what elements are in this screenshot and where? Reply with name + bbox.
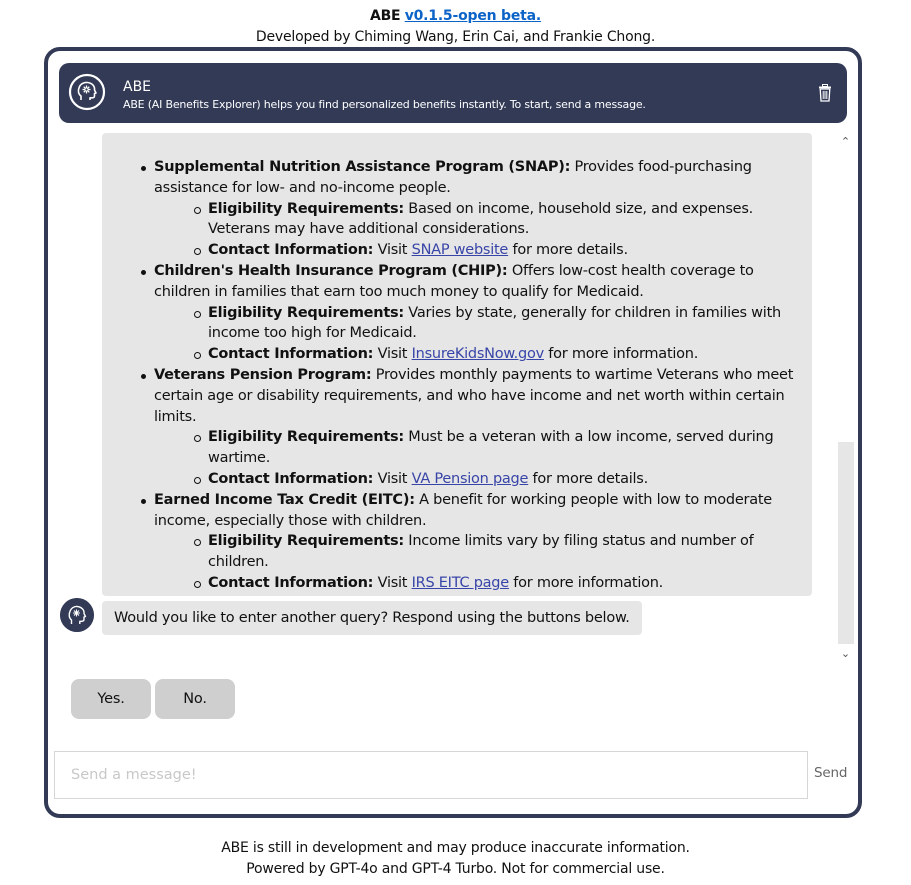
assistant-message-followup: Would you like to enter another query? Respond using the buttons below. xyxy=(102,601,642,635)
assistant-message-benefits xyxy=(102,133,812,596)
contact-prefix: Visit xyxy=(373,346,412,363)
contact-row xyxy=(194,469,800,490)
va-pension-link[interactable]: VA Pension page xyxy=(411,470,529,487)
eligibility-label: Eligibility Requirements: xyxy=(208,429,404,446)
app-title-line xyxy=(0,6,911,26)
yes-button[interactable]: Yes. xyxy=(71,679,151,719)
eligibility-row xyxy=(194,531,800,573)
eligibility-text: Must be a veteran with a low income, served during wartime. xyxy=(208,429,774,467)
benefit-description: Provides monthly payments to wartime Veterans who meet certain age or disability requirements, and who have income and net worth within certain limits. xyxy=(154,366,794,425)
message-input[interactable] xyxy=(54,751,808,799)
benefit-name: Supplemental Nutrition Assistance Program (SNAP): xyxy=(154,159,571,175)
contact-prefix: Visit xyxy=(373,242,412,259)
powered-by: Powered by GPT-4o and GPT-4 Turbo. Not for commercial use. xyxy=(246,861,665,877)
chat-scrollbar[interactable] xyxy=(837,133,854,661)
contact-prefix: Visit xyxy=(373,470,412,487)
header-subtitle: ABE (AI Benefits Explorer) helps you find personalized benefits instantly. To start, send a message. xyxy=(123,98,646,111)
chat-window xyxy=(44,47,862,818)
chat-log[interactable] xyxy=(48,133,854,661)
trash-icon[interactable] xyxy=(817,84,833,102)
contact-label: Contact Information: xyxy=(208,242,374,259)
credits: Developed by Chiming Wang, Erin Cai, and Frankie Chong. xyxy=(255,29,656,45)
assistant-avatar-icon xyxy=(60,598,94,632)
eligibility-label: Eligibility Requirements: xyxy=(208,304,404,321)
benefit-name: Children's Health Insurance Program (CHIP): xyxy=(154,262,508,279)
contact-row xyxy=(194,573,800,594)
eligibility-row xyxy=(194,427,800,469)
scroll-up-icon[interactable]: ⌃ xyxy=(840,135,851,148)
irs-eitc-link[interactable]: IRS EITC page xyxy=(411,574,509,591)
contact-suffix: for more information. xyxy=(543,346,699,363)
benefits-list xyxy=(140,157,800,594)
header-title: ABE xyxy=(123,79,152,95)
benefit-item xyxy=(140,490,800,594)
contact-prefix: Visit xyxy=(373,574,412,591)
disclaimer: ABE is still in development and may produce inaccurate information. xyxy=(221,840,690,856)
eligibility-text: Varies by state, generally for children in families with income too high for Medicaid. xyxy=(208,304,781,342)
eligibility-text: Based on income, household size, and expenses. Veterans may have additional considerations. xyxy=(208,200,753,238)
insurekidsnow-link[interactable]: InsureKidsNow.gov xyxy=(411,346,544,363)
app-name: ABE xyxy=(369,8,401,24)
benefit-description: Offers low-cost health coverage to children in families that earn too much money to qualify for Medicaid. xyxy=(154,262,754,300)
contact-row xyxy=(194,344,800,365)
contact-suffix: for more details. xyxy=(528,470,648,487)
contact-label: Contact Information: xyxy=(208,470,374,487)
benefit-item xyxy=(140,261,800,365)
version-link[interactable]: v0.1.5-open beta. xyxy=(404,8,542,24)
eligibility-row xyxy=(194,199,800,241)
benefit-item xyxy=(140,157,800,261)
benefit-name: Earned Income Tax Credit (EITC): xyxy=(154,491,415,508)
contact-row xyxy=(194,240,800,261)
contact-label: Contact Information: xyxy=(208,574,374,591)
benefit-description: A benefit for working people with low to moderate income, especially those with children. xyxy=(154,491,772,529)
scrollbar-thumb[interactable] xyxy=(838,442,854,644)
eligibility-row xyxy=(194,303,800,345)
eligibility-label: Eligibility Requirements: xyxy=(208,200,404,217)
eligibility-text: Income limits vary by filing status and number of children. xyxy=(208,533,754,571)
benefit-item xyxy=(140,365,800,490)
eligibility-label: Eligibility Requirements: xyxy=(208,533,404,550)
contact-label: Contact Information: xyxy=(208,346,374,363)
no-button[interactable]: No. xyxy=(155,679,235,719)
contact-suffix: for more details. xyxy=(508,242,628,259)
send-button[interactable]: Send xyxy=(814,765,848,781)
snap-website-link[interactable]: SNAP website xyxy=(411,242,509,259)
chat-header xyxy=(59,63,847,123)
brain-head-icon xyxy=(68,73,106,111)
scroll-down-icon[interactable]: ⌄ xyxy=(840,647,851,660)
contact-suffix: for more information. xyxy=(508,574,664,591)
benefit-name: Veterans Pension Program: xyxy=(154,366,372,383)
benefit-description: Provides food-purchasing assistance for low- and no-income people. xyxy=(154,159,752,196)
